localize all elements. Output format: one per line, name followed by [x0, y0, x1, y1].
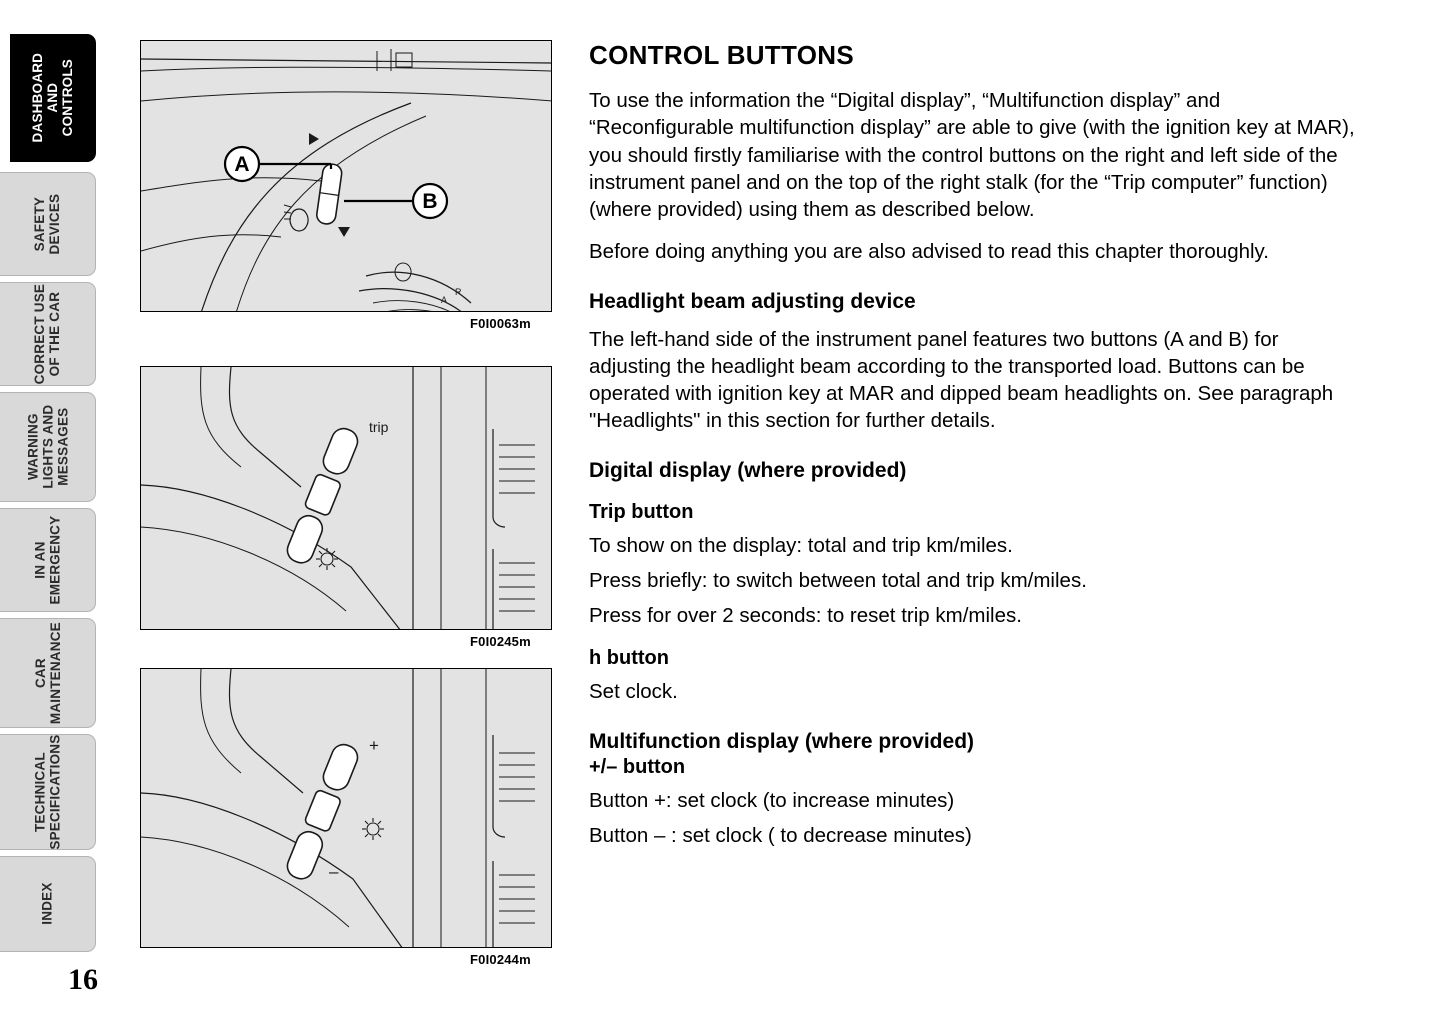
trip-line-3: Press for over 2 seconds: to reset trip km/miles.	[589, 604, 1022, 627]
figure-3-caption: F0I0244m	[470, 952, 531, 967]
headlight-beam-paragraph: The left-hand side of the instrument panel features two buttons (A and B) for adjusting the headlight beam according to the transported load. Buttons can be operated with ignition key at MAR and dipped beam headlights on. See paragraph "Headlights" in this section for further details.	[589, 327, 1334, 433]
figure-1-illustration	[141, 41, 552, 312]
plus-minus-line-2: Button – : set clock ( to decrease minutes)	[589, 823, 972, 847]
heading-digital-display: Digital display (where provided)	[589, 458, 907, 482]
sidebar-item-dashboard-and-controls[interactable]	[10, 34, 96, 162]
sidebar-item-label: DASHBOARD AND CONTROLS	[30, 53, 76, 143]
sidebar-item-label: TECHNICAL SPECIFICATIONS	[32, 734, 63, 850]
trip-line-2: Press briefly: to switch between total and trip km/miles.	[589, 568, 1087, 592]
svg-text:B: B	[422, 190, 438, 213]
heading-h-button: h button	[589, 647, 669, 670]
figure-1-caption: F0I0063m	[470, 316, 531, 331]
svg-text:–: –	[329, 862, 339, 881]
heading-headlight-beam-adjusting-device: Headlight beam adjusting device	[589, 289, 916, 313]
sidebar-item-safety-devices[interactable]	[0, 172, 96, 276]
figure-plus-minus-button-stalk	[140, 668, 552, 948]
sidebar-item-label: SAFETY DEVICES	[32, 193, 63, 255]
sidebar-item-index[interactable]	[0, 856, 96, 952]
sidebar-item-label: INDEX	[39, 882, 55, 926]
sidebar-item-label: CORRECT USE OF THE CAR	[32, 283, 63, 385]
sidebar-item-label: IN AN EMERGENCY	[32, 515, 63, 605]
sidebar-item-warning-lights-and-messages[interactable]	[0, 392, 96, 502]
sidebar-item-in-an-emergency[interactable]	[0, 508, 96, 612]
figure-trip-button-stalk	[140, 366, 552, 630]
h-button-paragraph: Set clock.	[589, 680, 678, 704]
svg-text:A: A	[234, 153, 250, 176]
figure-2-illustration	[141, 367, 552, 630]
heading-trip-button: Trip button	[589, 500, 694, 523]
svg-text:R: R	[455, 287, 462, 297]
svg-text:trip: trip	[369, 419, 389, 435]
trip-line-1: To show on the display: total and trip km/miles.	[589, 533, 1013, 557]
svg-text:A: A	[441, 295, 448, 305]
figure-headlight-beam-adjusting-buttons	[140, 40, 552, 312]
page-number: 16	[68, 963, 98, 996]
sidebar-item-technical-specifications[interactable]	[0, 734, 96, 850]
heading-plus-minus-button: +/– button	[589, 755, 686, 778]
article-body	[589, 40, 1359, 857]
intro-paragraph-2: Before doing anything you are also advised to read this chapter thoroughly.	[589, 240, 1269, 264]
figure-3-illustration	[141, 669, 552, 948]
section-tabs-sidebar	[0, 0, 110, 1026]
page-title: CONTROL BUTTONS	[589, 40, 854, 70]
sidebar-item-label: CAR MAINTENANCE	[32, 622, 63, 724]
heading-multifunction-display: Multifunction display (where provided)	[589, 729, 975, 753]
sidebar-item-label: WARNING LIGHTS AND MESSAGES	[24, 404, 71, 489]
sidebar-item-car-maintenance[interactable]	[0, 618, 96, 728]
svg-text:+: +	[369, 736, 379, 755]
plus-minus-line-1: Button +: set clock (to increase minutes)	[589, 788, 955, 812]
intro-paragraph-1: To use the information the “Digital display”, “Multifunction display” and “Reconfigurable multifunction display” are able to give (with the ignition key at MAR), you should firstly familiarise with the control buttons on the right and left side of the instrument panel and on the top of the right stalk (for the “Trip computer” function) (where provided) using them as described below.	[589, 89, 1355, 221]
sidebar-item-correct-use-of-the-car[interactable]	[0, 282, 96, 386]
figure-2-caption: F0I0245m	[470, 634, 531, 649]
